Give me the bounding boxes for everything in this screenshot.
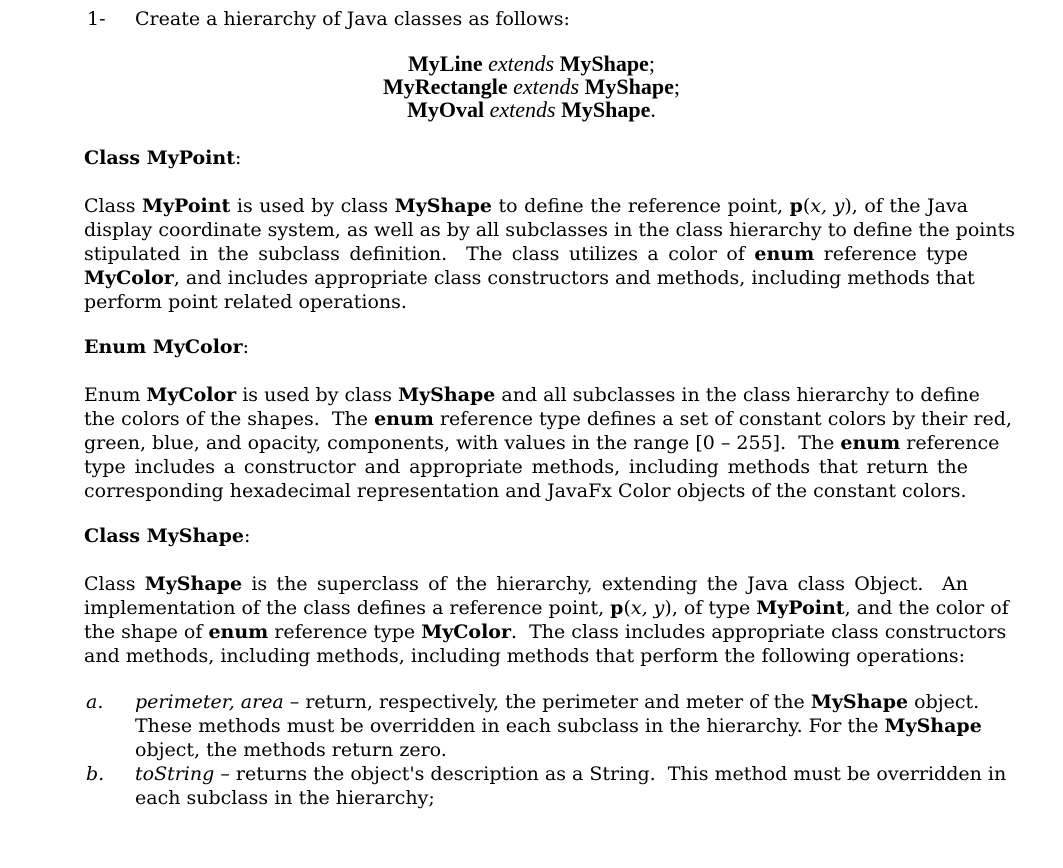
- item-number: 1-: [87, 8, 106, 30]
- paragraph-line: type includes a constructor and appropriate methods, including methods that return the: [84, 456, 968, 478]
- paragraph-line: display coordinate system, as well as by all subclasses in the class hierarchy to define the points: [84, 219, 1015, 241]
- section-paragraph-myshape: [84, 572, 1009, 668]
- list-item-line: These methods must be overridden in each subclass in the hierarchy. For the MyShape: [135, 715, 982, 737]
- hierarchy-line: MyLine extends MyShape;: [408, 51, 655, 76]
- paragraph-line: the colors of the shapes. The enum reference type defines a set of constant colors by their red,: [84, 408, 1012, 430]
- list-item-line: object, the methods return zero.: [135, 739, 447, 761]
- paragraph-line: implementation of the class defines a reference point, p(x, y), of type MyPoint, and the color of: [84, 597, 1009, 619]
- paragraph-line: Class MyShape is the superclass of the hierarchy, extending the Java class Object. An: [84, 573, 969, 595]
- section-paragraph-mycolor: [84, 383, 1012, 503]
- list-item-line: toString – returns the object's description as a String. This method must be overridden in: [135, 763, 1007, 785]
- paragraph-line: stipulated in the subclass definition. The class utilizes a color of enum reference type: [84, 243, 968, 265]
- list-marker: b.: [86, 763, 105, 785]
- paragraph-line: perform point related operations.: [84, 291, 407, 313]
- paragraph-line: and methods, including methods, including methods that perform the following operations:: [84, 645, 966, 667]
- paragraph-line: green, blue, and opacity, components, with values in the range [0 – 255]. The enum reference: [84, 432, 1000, 454]
- hierarchy-line: MyRectangle extends MyShape;: [383, 74, 680, 99]
- list-item: [135, 762, 1007, 810]
- paragraph-line: Enum MyColor is used by class MyShape and all subclasses in the class hierarchy to define: [84, 384, 980, 406]
- paragraph-line: corresponding hexadecimal representation and JavaFx Color objects of the constant colors.: [84, 480, 967, 502]
- paragraph-line: MyColor, and includes appropriate class constructors and methods, including methods that: [84, 267, 975, 289]
- section-heading-myshape: Class MyShape:: [84, 525, 251, 547]
- intro-text: Create a hierarchy of Java classes as follows:: [135, 8, 570, 30]
- list-item-line: each subclass in the hierarchy;: [135, 787, 435, 809]
- list-item-line: perimeter, area – return, respectively, the perimeter and meter of the MyShape object.: [135, 691, 980, 713]
- list-item: [135, 690, 982, 762]
- section-heading-mypoint: Class MyPoint:: [84, 147, 242, 169]
- hierarchy-line: MyOval extends MyShape.: [407, 97, 656, 122]
- list-marker: a.: [86, 691, 104, 713]
- section-paragraph-mypoint: [84, 194, 1015, 314]
- paragraph-line: the shape of enum reference type MyColor. The class includes appropriate class constructors: [84, 621, 1007, 643]
- section-heading-mycolor: Enum MyColor:: [84, 336, 250, 358]
- paragraph-line: Class MyPoint is used by class MyShape to define the reference point, p(x, y), of the Java: [84, 195, 968, 217]
